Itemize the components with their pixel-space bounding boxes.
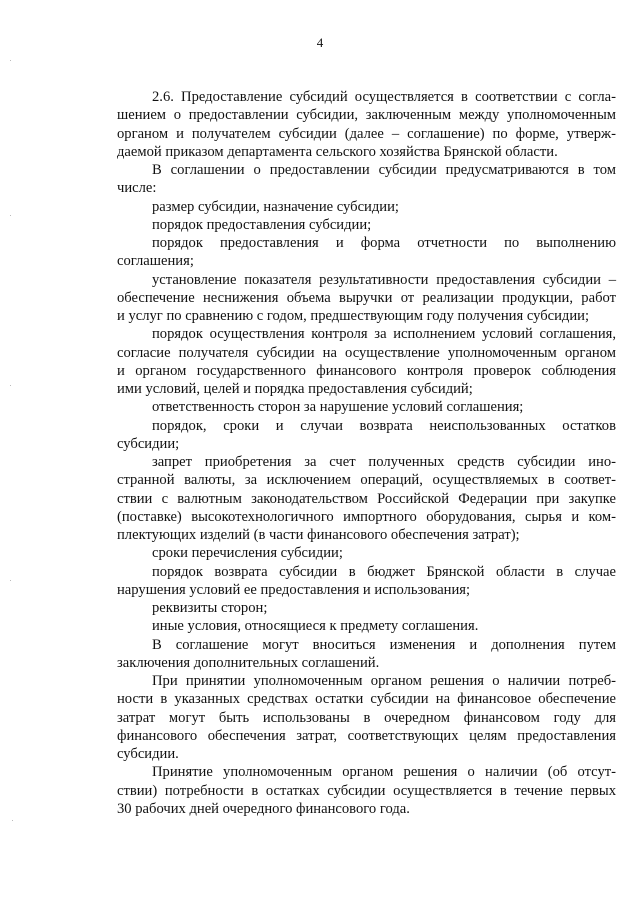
page-number: 4 (316, 35, 324, 50)
scan-speck (10, 385, 11, 386)
text-line: согласие получателя субсидии на осуществление уполномоченным органом (117, 344, 616, 361)
text-line: ности в указанных средствах остатки субсидии на финансовое обеспечение (117, 691, 616, 708)
text-line: ствии с валютным законодательством Российской Федерации при закупке (117, 490, 616, 507)
text-line: установление показателя результативности предоставления субсидии – (152, 271, 616, 288)
text-line: Принятие уполномоченным органом решения о наличии (об отсут- (152, 764, 616, 781)
text-line: порядок предоставления и форма отчетности по выполнению (152, 235, 616, 251)
text-line: (поставке) высокотехнологичного импортного оборудования, сырья и ком- (117, 508, 616, 525)
text-line: порядок предоставления субсидии; (152, 216, 372, 233)
text-line: обеспечение неснижения объема выручки от реализации продукции, работ (117, 289, 616, 306)
text-line: финансового обеспечения затрат, соответствующих целям предоставления (117, 727, 616, 744)
text-line: числе: (117, 180, 157, 197)
text-line: ствии) потребности в остатках субсидии осуществляется в течение первых (117, 782, 616, 799)
scan-speck (10, 215, 11, 216)
text-line: размер субсидии, назначение субсидии; (152, 198, 399, 215)
scan-speck (10, 60, 11, 61)
text-line: 2.6. Предоставление субсидий осуществляется в соответствии с согла- (152, 89, 616, 105)
text-line: субсидии. (117, 746, 179, 762)
text-line: субсидии; (117, 435, 180, 452)
text-line: При принятии уполномоченным органом решения о наличии потреб- (152, 673, 616, 689)
text-line: ими условий, целей и порядка предоставления субсидий; (117, 381, 473, 397)
scan-speck (12, 820, 13, 821)
text-line: порядок, сроки и случаи возврата неиспользованных остатков (152, 417, 616, 434)
text-line: даемой приказом департамента сельского хозяйства Брянской области. (117, 143, 558, 160)
text-line: порядок возврата субсидии в бюджет Брянской области в случае (152, 563, 616, 580)
text-line: иные условия, относящиеся к предмету соглашения. (152, 618, 479, 635)
text-line: ответственность сторон за нарушение условий соглашения; (152, 399, 524, 416)
text-line: шением о предоставлении субсидии, заключенным между уполномоченным (117, 107, 616, 124)
text-line: плектующих изделий (в части финансового обеспечения затрат); (117, 527, 520, 543)
text-line: затрат могут быть использованы в очередном финансовом году для (117, 709, 616, 726)
text-line: и органом государственного финансового контроля проверок соблюдения (117, 362, 616, 379)
text-line: заключения дополнительных соглашений. (117, 654, 380, 671)
text-line: сроки перечисления субсидии; (152, 545, 343, 562)
text-line: реквизиты сторон; (152, 600, 268, 616)
document-body (117, 88, 616, 818)
text-line: странной валюты, за исключением операций, осуществляемых в соответ- (117, 472, 616, 489)
scan-speck (10, 580, 11, 581)
text-line: нарушения условий ее предоставления и использования; (117, 581, 471, 598)
text-line: порядок осуществления контроля за исполнением условий соглашения, (152, 326, 616, 343)
text-line: 30 рабочих дней очередного финансового года. (117, 800, 410, 817)
text-line: запрет приобретения за счет полученных средств субсидии ино- (152, 454, 616, 470)
text-line: В соглашение могут вноситься изменения и дополнения путем (152, 636, 616, 653)
text-line: органом и получателем субсидии (далее – соглашение) по форме, утверж- (117, 125, 616, 142)
text-line: соглашения; (117, 253, 194, 270)
text-line: В соглашении о предоставлении субсидии предусматриваются в том (152, 162, 616, 178)
text-line: и услуг по сравнению с годом, предшествующим году получения субсидии; (117, 308, 590, 324)
